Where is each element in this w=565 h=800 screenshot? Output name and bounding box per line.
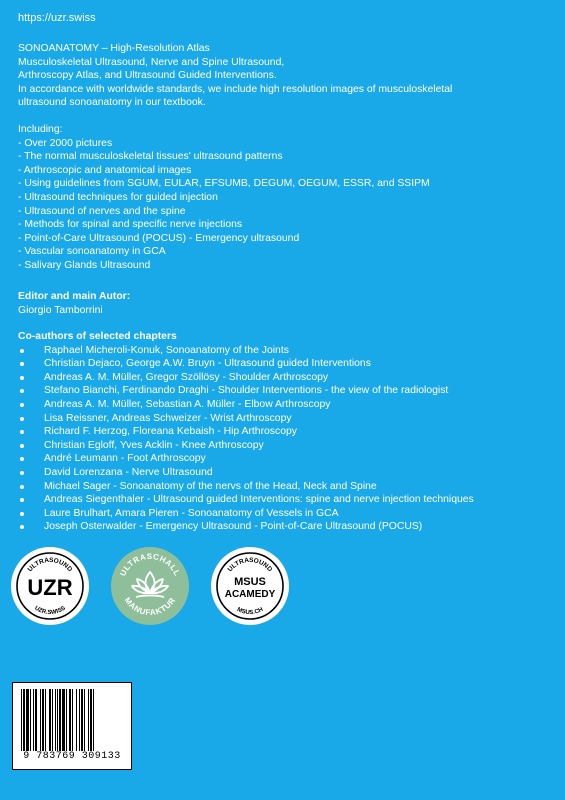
list-item: Richard F. Herzog, Floreana Kebaish - Hip Arthroscopy [18, 425, 474, 439]
including-list [18, 137, 430, 273]
including-block [18, 123, 430, 273]
list-item: David Lorenzana - Nerve Ultrasound [18, 466, 474, 480]
barcode-bar [79, 689, 80, 751]
list-item: Andreas A. M. Müller, Gregor Szöllösy - Shoulder Arthroscopy [18, 371, 474, 385]
intro-line: Musculoskeletal Ultrasound, Nerve and Spine Ultrasound, [18, 56, 285, 68]
list-item: Michael Sager - Sonoanatomy of the nervs of the Head, Neck and Spine [18, 480, 474, 494]
uzr-logo-top-text: ULTRASOUND [26, 556, 74, 574]
msus-logo-top-text: ULTRASOUND [226, 556, 274, 574]
uzr-logo-bottom-text: UZR.SWISS [33, 605, 67, 617]
list-item: Andreas A. M. Müller, Sebastian A. Müller - Elbow Arthroscopy [18, 398, 474, 412]
barcode-bar [26, 689, 29, 751]
isbn-barcode [12, 682, 132, 770]
list-item: Stefano Bianchi, Ferdinando Draghi - Shoulder Interventions - the view of the radiologist [18, 384, 474, 398]
list-item: Raphael Micheroli-Konuk, Sonoanatomy of the Joints [18, 344, 474, 358]
uzr-logo-icon [10, 546, 90, 626]
list-item: - The normal musculoskeletal tissues' ultrasound patterns [18, 151, 283, 163]
list-item: - Over 2000 pictures [18, 137, 113, 149]
list-item: Christian Egloff, Yves Acklin - Knee Arthroscopy [18, 439, 474, 453]
barcode-bar [90, 689, 92, 751]
manufaktur-logo-bottom-text: MANUFAKTUR [122, 595, 178, 618]
list-item: Laure Brulhart, Amara Pieren - Sonoanatomy of Vessels in GCA [18, 507, 474, 521]
coauthors-heading: Co-authors of selected chapters [18, 331, 177, 342]
list-item: - Methods for spinal and specific nerve injections [18, 219, 243, 231]
intro-line: Arthroscopy Atlas, and Ultrasound Guided Interventions. [18, 70, 277, 82]
barcode-bar [52, 689, 53, 751]
msus-logo-bottom-text: MSUS.CH [235, 606, 265, 617]
msus-logo-main-text: MSUS [234, 576, 266, 588]
barcode-bar [59, 689, 61, 751]
barcode-bar [76, 689, 77, 751]
barcode-bar [35, 689, 37, 751]
uzr-logo [10, 546, 90, 626]
barcode-bar [81, 689, 83, 751]
barcode-bar [23, 689, 25, 751]
msus-logo-sub-text: ACAMEDY [224, 589, 276, 600]
barcode-bar [33, 689, 34, 751]
editor-block [18, 290, 130, 317]
intro-line: ultrasound sonoanatomy in our textbook. [18, 97, 206, 109]
including-heading: Including: [18, 124, 63, 135]
barcode-bar [45, 689, 46, 751]
uzr-logo-main-text: UZR [27, 575, 73, 600]
barcode-bar [21, 689, 22, 751]
barcode-bar [40, 689, 41, 751]
msus-logo [210, 546, 290, 626]
barcode-bars [21, 689, 125, 751]
barcode-bar [69, 689, 71, 751]
barcode-bar [66, 689, 67, 751]
barcode-bar [55, 689, 56, 751]
intro-block [18, 42, 452, 110]
logo-row [10, 546, 300, 628]
manufaktur-logo-icon [110, 546, 190, 626]
list-item: Christian Dejaco, George A.W. Bruyn - Ultrasound guided Interventions [18, 357, 474, 371]
msus-logo-icon [210, 546, 290, 626]
list-item: Lisa Reissner, Andreas Schweizer - Wrist Arthroscopy [18, 412, 474, 426]
list-item: Joseph Osterwalder - Emergency Ultrasound - Point-of-Care Ultrasound (POCUS) [18, 520, 474, 534]
barcode-bar [93, 689, 94, 751]
list-item: - Ultrasound techniques for guided injection [18, 191, 218, 203]
barcode-bar [88, 689, 89, 751]
editor-name: Giorgio Tamborrini [18, 304, 103, 316]
list-item: - Arthroscopic and anatomical images [18, 164, 192, 176]
list-item: - Using guidelines from SGUM, EULAR, EFSUMB, DEGUM, OEGUM, ESSR, and SSIPM [18, 178, 430, 190]
coauthors-block [18, 330, 474, 534]
list-item: - Salivary Glands Ultrasound [18, 259, 151, 271]
manufaktur-logo-top-text: ULTRASCHALL [118, 551, 182, 578]
barcode-bar [30, 689, 31, 751]
website-url: https://uzr.swiss [18, 12, 96, 24]
list-item: André Leumann - Foot Arthroscopy [18, 452, 474, 466]
barcode-number: 9 783769 309133 [23, 751, 121, 762]
editor-heading: Editor and main Autor: [18, 291, 131, 302]
list-item: - Vascular sonoanatomy in GCA [18, 246, 166, 258]
list-item: - Ultrasound of nerves and the spine [18, 205, 186, 217]
barcode-bar [84, 689, 85, 751]
coauthors-list [18, 344, 474, 534]
barcode-bar [62, 689, 65, 751]
manufaktur-logo [110, 546, 190, 626]
barcode-bar [49, 689, 51, 751]
barcode-bar [57, 689, 58, 751]
list-item: - Point-of-Care Ultrasound (POCUS) - Emergency ultrasound [18, 232, 300, 244]
list-item: Andreas Siegenthaler - Ultrasound guided Interventions: spine and nerve injection techniques [18, 493, 474, 507]
barcode-bar [72, 689, 73, 751]
barcode-bar [42, 689, 44, 751]
intro-line: SONOANATOMY – High-Resolution Atlas [18, 43, 210, 54]
intro-line: In accordance with worldwide standards, we include high resolution images of musculoskeletal [18, 83, 453, 95]
